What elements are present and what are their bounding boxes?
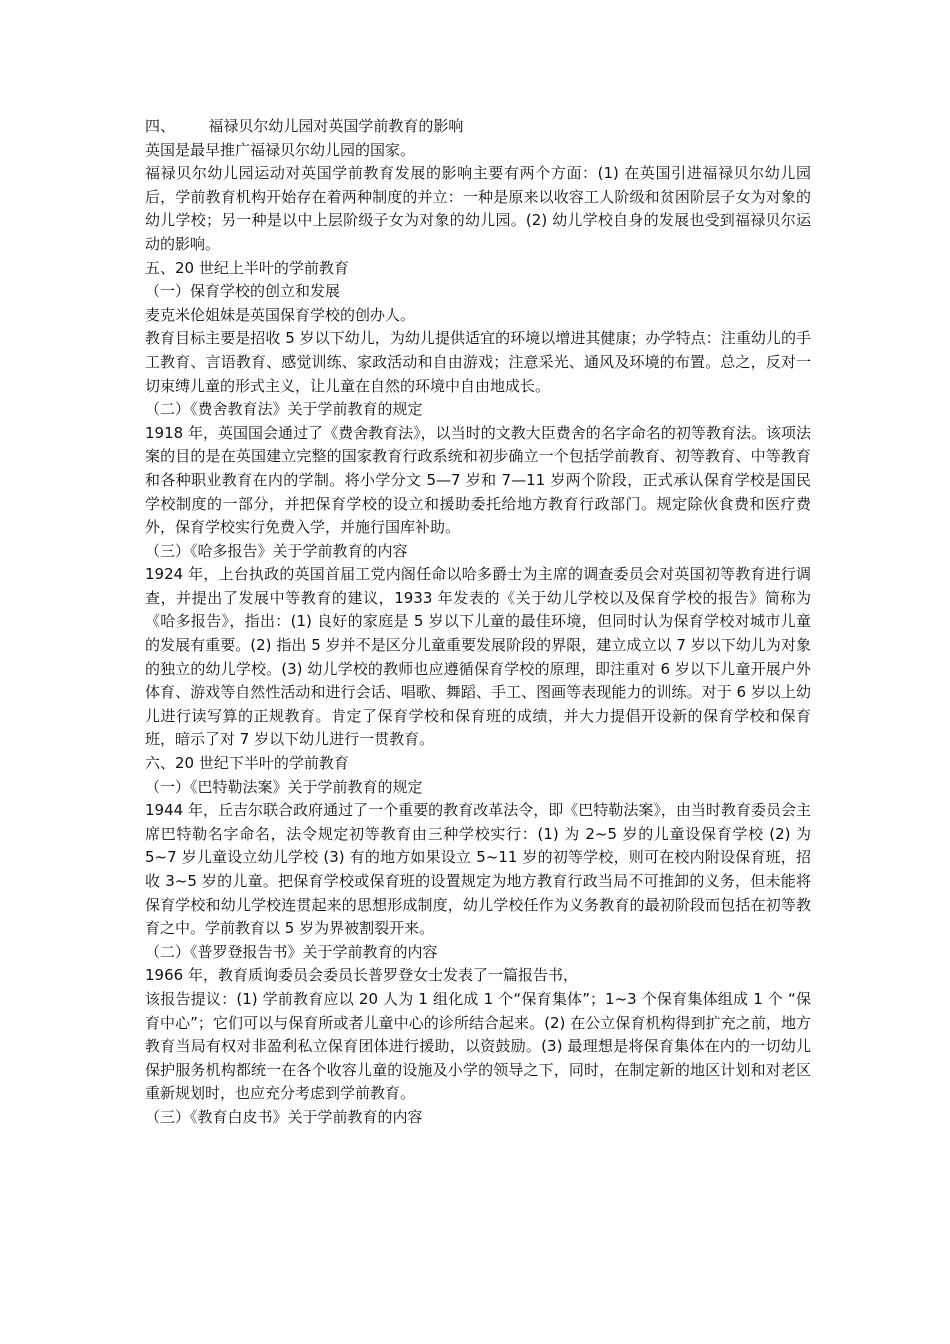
section-6-sub-2-paragraph-1: 1966 年，教育质询委员会委员长普罗登女士发表了一篇报告书，	[145, 966, 578, 985]
section-5-sub-2-paragraph-1: 1918 年，英国国会通过了《费舍教育法》，以当时的文教大臣费舍的名字命名的初等教育法。该项法案的目的是在英国建立完整的国家教育行政系统和初步确立一个包括学前教育、初等教育、中等教育和各种职业教育在内的学制。将小学分文 5—7 岁和 7—11 岁两个阶段，正式承认保育学校是国民学校制度的一部分，并把保育学校的设立和援助委托给地方教育行政部门。规定除伙食费和医疗费外，保育学校实行免费入学，并施行国库补助。	[145, 423, 811, 537]
section-5-sub-3-title: （三）《哈多报告》关于学前教育的内容	[145, 541, 408, 560]
section-5-sub-3-paragraph-1: 1924 年，上台执政的英国首届工党内阁任命以哈多爵士为主席的调查委员会对英国初等教育进行调查，并提出了发展中等教育的建议，1933 年发表的《关于幼儿学校以及保育学校的报告》简称为《哈多报告》，指出：(1) 良好的家庭是 5 岁以下儿童的最佳环境，但同时认为保育学校对城市儿童的发展有重要。(2) 指出 5 岁并不是区分儿童重要发展阶段的界限，建立成立以 7 岁以下幼儿为对象的独立的幼儿学校。(3) 幼儿学校的教师也应遵循保育学校的原理，即注重对 6 岁以下儿童开展户外体育、游戏等自然性活动和进行会话、唱歌、舞蹈、手工、图画等表现能力的训练。对于 6 岁以上幼儿进行读写算的正规教育。肯定了保育学校和保育班的成绩，并大力提倡开设新的保育学校和保育班，暗示了对 7 岁以下幼儿进行一贯教育。	[145, 565, 811, 749]
section-5-sub-1-paragraph-2: 教育目标主要是招收 5 岁以下幼儿，为幼儿提供适宜的环境以增进其健康；办学特点：注重幼儿的手工教育、言语教育、感觉训练、家政活动和自由游戏；注意采光、通风及环境的布置。总之，反对一切束缚儿童的形式主义，让儿童在自然的环境中自由地成长。	[145, 329, 811, 395]
section-6-sub-1-paragraph-1: 1944 年，丘吉尔联合政府通过了一个重要的教育改革法令，即《巴特勒法案》，由当时教育委员会主席巴特勒名字命名，法令规定初等教育由三种学校实行：(1) 为 2~5 岁的儿童设保育学校 (2) 为 5~7 岁儿童设立幼儿学校 (3) 有的地方如果设立 5~11 岁的初等学校，则可在校内附设保育班，招收 3~5 岁的儿童。把保育学校或保育班的设置规定为地方教育行政当局不可推卸的义务，但未能将保育学校和幼儿学校连贯起来的思想形成制度，幼儿学校任作为义务教育的最初阶段而包括在初等教育之中。学前教育以 5 岁为界被割裂开来。	[145, 801, 811, 938]
document-page	[145, 115, 811, 1130]
section-6-sub-3-title: （三）《教育白皮书》关于学前教育的内容	[145, 1107, 423, 1126]
section-4-heading: 四、 福禄贝尔幼儿园对英国学前教育的影响	[145, 117, 464, 135]
section-5-sub-1-title: （一）保育学校的创立和发展	[145, 282, 341, 301]
section-6-sub-1-title: （一）《巴特勒法案》关于学前教育的规定	[145, 777, 423, 796]
section-4-paragraph-1: 英国是最早推广福禄贝尔幼儿园的国家。	[145, 140, 416, 159]
section-5-sub-1-paragraph-1: 麦克米伦姐妹是英国保育学校的创办人。	[145, 305, 416, 324]
section-4-paragraph-2: 福禄贝尔幼儿园运动对英国学前教育发展的影响主要有两个方面：(1) 在英国引进福禄贝尔幼儿园后，学前教育机构开始存在着两种制度的并立：一种是原来以收容工人阶级和贫困阶层子女为对象的幼儿学校；另一种是以中上层阶级子女为对象的幼儿园。(2) 幼儿学校自身的发展也受到福禄贝尔运动的影响。	[145, 164, 811, 253]
section-6-sub-2-paragraph-2: 该报告提议：(1) 学前教育应以 20 人为 1 组化成 1 个“保育集体”；1~3 个保育集体组成 1 个 “保育中心”；它们可以与保育所或者儿童中心的诊所结合起来。(2) 在公立保育机构得到扩充之前，地方教育当局有权对非盈利私立保育团体进行援助，以资鼓励。(3) 最理想是将保育集体在内的一切幼儿保护服务机构都统一在各个收容儿童的设施及小学的领导之下，同时，在制定新的地区计划和对老区重新规划时，也应充分考虑到学前教育。	[145, 989, 811, 1103]
section-6-heading: 六、20 世纪下半叶的学前教育	[145, 754, 349, 773]
section-5-sub-2-title: （二）《费舍教育法》关于学前教育的规定	[145, 400, 423, 419]
section-5-heading: 五、20 世纪上半叶的学前教育	[145, 258, 349, 277]
section-6-sub-2-title: （二）《普罗登报告书》关于学前教育的内容	[145, 942, 438, 961]
